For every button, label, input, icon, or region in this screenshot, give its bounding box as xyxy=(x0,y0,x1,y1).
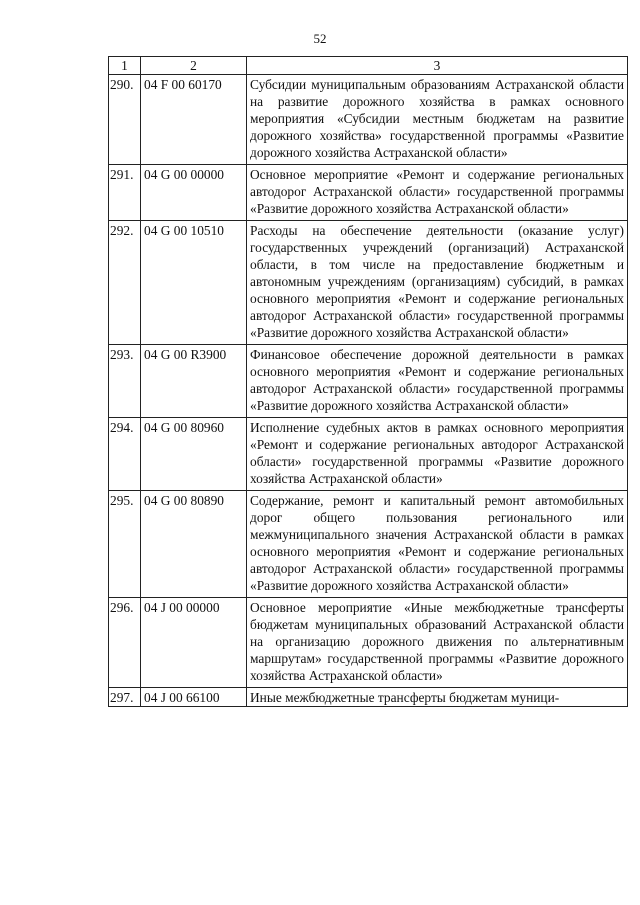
row-code: 04 G 00 R3900 xyxy=(141,345,247,418)
row-number: 290. xyxy=(109,75,141,165)
row-description: Исполнение судебных актов в рамках основного мероприятия «Ремонт и содержание региональных автодорог Астраханской области» государственной программы «Развитие дорожного хозяйства Астраханской области» xyxy=(247,418,628,491)
row-description: Субсидии муниципальным образованиям Астраханской области на развитие дорожного хозяйства в рамках основного мероприятия «Субсидии местным бюджетам на развитие дорожного хозяйства» государственной программы «Развитие дорожного хозяйства Астраханской области» xyxy=(247,75,628,165)
table-row xyxy=(109,345,628,418)
row-number: 295. xyxy=(109,491,141,598)
row-description: Финансовое обеспечение дорожной деятельности в рамках основного мероприятия «Ремонт и содержание региональных автодорог Астраханской области» государственной программы «Развитие дорожного хозяйства Астраханской области» xyxy=(247,345,628,418)
row-code: 04 F 00 60170 xyxy=(141,75,247,165)
row-code: 04 J 00 00000 xyxy=(141,598,247,688)
table-row xyxy=(109,165,628,221)
row-description: Содержание, ремонт и капитальный ремонт автомобильных дорог общего пользования регионального или межмуниципального значения Астраханской области в рамках основного мероприятия «Ремонт и содержание региональных автодорог Астраханской области» государственной программы «Развитие дорожного хозяйства Астраханской области» xyxy=(247,491,628,598)
row-description: Иные межбюджетные трансферты бюджетам муници- xyxy=(247,688,628,707)
table-header-row xyxy=(109,57,628,75)
table-row xyxy=(109,418,628,491)
header-col-2: 2 xyxy=(141,57,247,75)
table-row xyxy=(109,75,628,165)
row-number: 293. xyxy=(109,345,141,418)
row-number: 296. xyxy=(109,598,141,688)
row-code: 04 G 00 00000 xyxy=(141,165,247,221)
table-row xyxy=(109,221,628,345)
row-number: 294. xyxy=(109,418,141,491)
row-code: 04 J 00 66100 xyxy=(141,688,247,707)
row-code: 04 G 00 80890 xyxy=(141,491,247,598)
row-number: 297. xyxy=(109,688,141,707)
row-number: 291. xyxy=(109,165,141,221)
row-code: 04 G 00 10510 xyxy=(141,221,247,345)
table-row xyxy=(109,688,628,707)
row-number: 292. xyxy=(109,221,141,345)
header-col-3: 3 xyxy=(247,57,628,75)
row-description: Основное мероприятие «Иные межбюджетные трансферты бюджетам муниципальных образований Астраханской области на организацию дорожного движения по альтернативным маршрутам» государственной программы «Развитие дорожного хозяйства Астраханской области» xyxy=(247,598,628,688)
row-description: Расходы на обеспечение деятельности (оказание услуг) государственных учреждений (организаций) Астраханской области, в том числе на предоставление бюджетным и автономным учреждениям (организациям) субсидий, в рамках основного мероприятия «Ремонт и содержание региональных автодорог Астраханской области» государственной программы «Развитие дорожного хозяйства Астраханской области» xyxy=(247,221,628,345)
budget-classification-table xyxy=(108,56,628,707)
page-number: 52 xyxy=(313,31,327,46)
table-row xyxy=(109,491,628,598)
row-description: Основное мероприятие «Ремонт и содержание региональных автодорог Астраханской области» государственной программы «Развитие дорожного хозяйства Астраханской области» xyxy=(247,165,628,221)
row-code: 04 G 00 80960 xyxy=(141,418,247,491)
header-col-1: 1 xyxy=(109,57,141,75)
table-row xyxy=(109,598,628,688)
